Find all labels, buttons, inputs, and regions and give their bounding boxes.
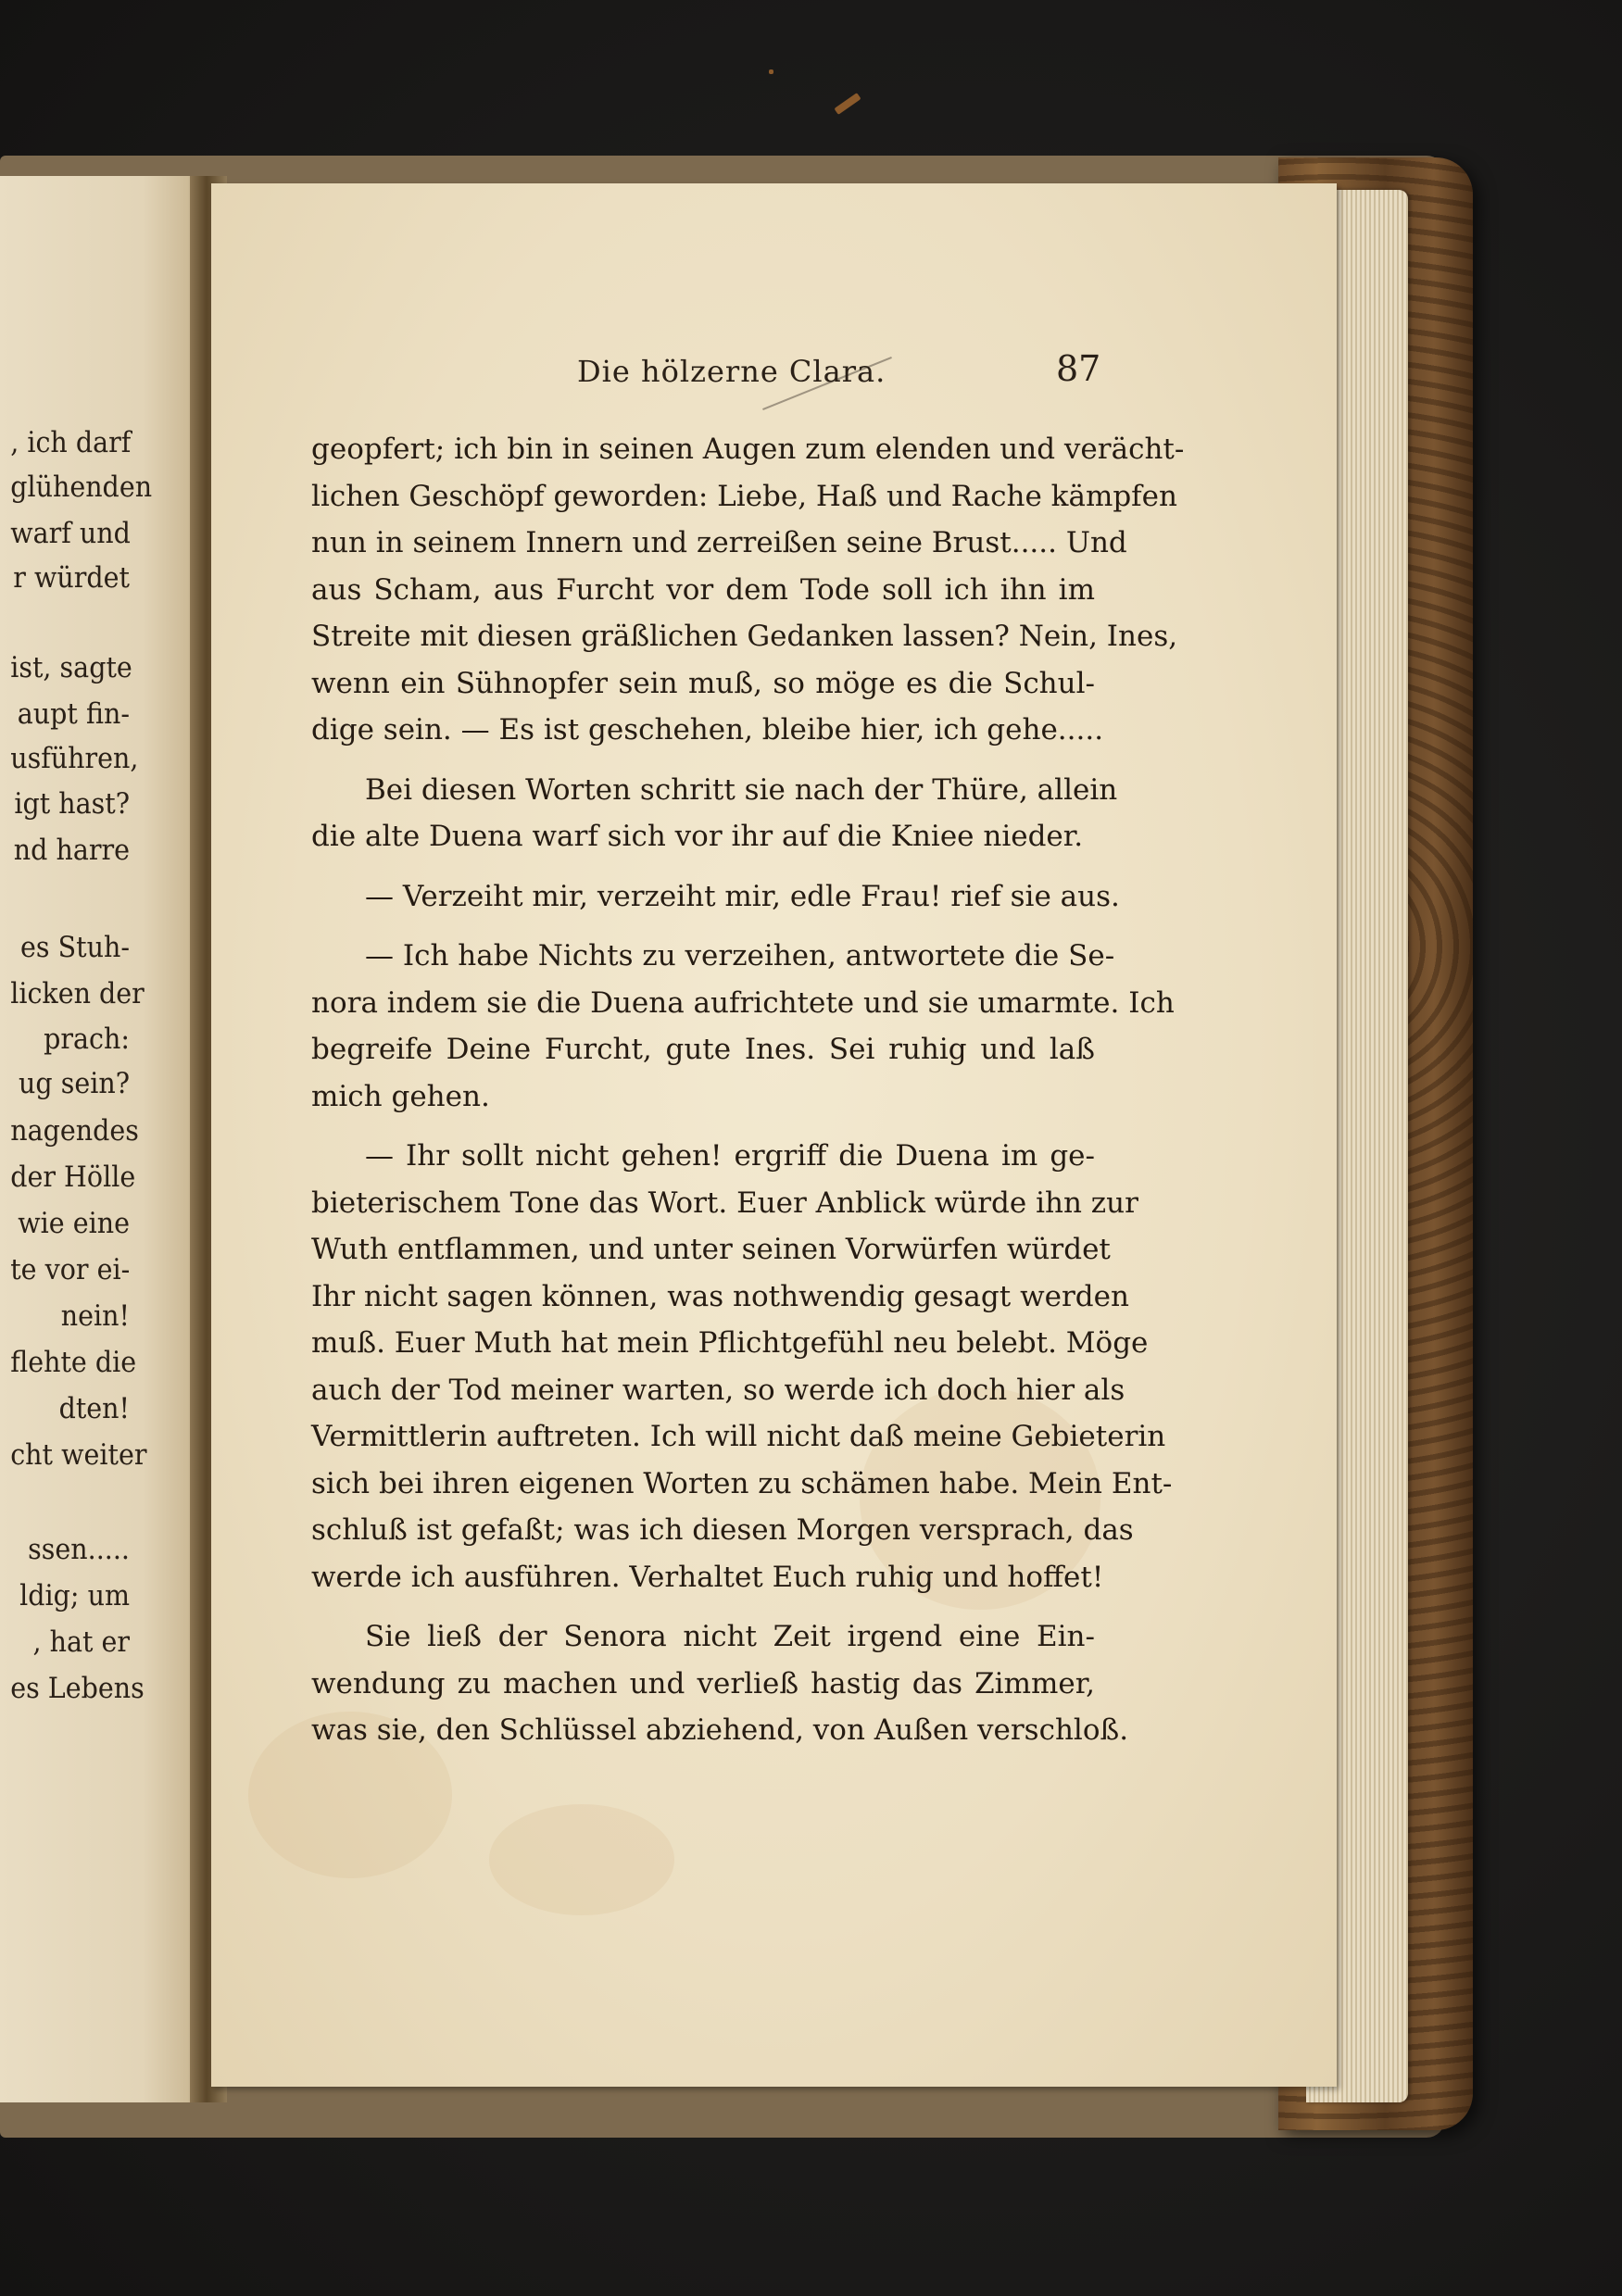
left-page-line: aupt fin- [17,697,130,731]
paragraph [311,1613,1129,1754]
left-page-line: nagendes [10,1114,139,1148]
text-line: bieterischem Tone das Wort. Euer Anblick würde ihn zur [311,1186,1138,1220]
left-page-line: r würdet [13,561,131,595]
right-page [211,183,1337,2087]
text-line: nun in seinem Innern und zerreißen seine Brust..... Und [311,526,1127,559]
left-page-line: prach: [44,1023,130,1056]
left-page-line: es Stuh- [20,931,131,964]
left-page-line: cht weiter [10,1438,147,1472]
text-line: Wuth entflammen, und unter seinen Vorwürfen würdet [311,1233,1111,1266]
text-line: schluß ist gefaßt; was ich diesen Morgen versprach, das [311,1513,1134,1547]
text-line: — Verzeiht mir, verzeiht mir, edle Frau! rief sie aus. [365,879,1120,913]
left-page-line: glühenden [10,470,153,504]
text-line: Vermittlerin auftreten. Ich will nicht daß meine Gebieterin [311,1420,1166,1453]
text-line: mich gehen. [311,1079,490,1113]
text-line: begreife Deine Furcht, gute Ines. Sei ruhig und laß [311,1033,1095,1066]
running-title: Die hölzerne Clara. [577,354,886,389]
text-line: werde ich ausführen. Verhaltet Euch ruhig und hoffet! [311,1560,1104,1594]
left-page-line: ist, sagte [10,651,132,684]
left-page-line: dten! [58,1392,130,1425]
left-page-line: warf und [10,517,131,550]
paragraph [311,426,1185,754]
left-page-line: flehte die [10,1346,137,1379]
left-page-line: igt hast? [14,787,130,821]
text-line: — Ich habe Nichts zu verzeihen, antwortete die Se- [365,939,1115,972]
text-line: was sie, den Schlüssel abziehend, von Außen verschloß. [311,1713,1129,1747]
paragraph [311,767,1118,860]
text-line: lichen Geschöpf geworden: Liebe, Haß und Rache kämpfen [311,479,1177,513]
left-page-line: es Lebens [10,1672,145,1705]
text-line: Streite mit diesen gräßlichen Gedanken lassen? Nein, Ines, [311,620,1178,653]
text-line: nora indem sie die Duena aufrichtete und sie umarmte. Ich [311,985,1175,1020]
text-line: aus Scham, aus Furcht vor dem Tode soll ich ihn im [311,572,1095,607]
left-page-line: wie eine [18,1207,130,1240]
page-header [211,348,1337,404]
paragraph [311,933,1175,1120]
dust-speck [769,69,773,74]
left-page-line: te vor ei- [10,1253,131,1286]
text-line: sich bei ihren eigenen Worten zu schämen habe. Mein Ent- [311,1466,1173,1500]
text-line: geopfert; ich bin in seinen Augen zum elenden und verächt- [311,433,1185,466]
left-page-line: , ich darf [10,426,132,459]
text-line: Bei diesen Worten schritt sie nach der Thüre, allein [365,772,1118,807]
left-page-line: usführen, [10,742,139,775]
left-page-line: der Hölle [10,1161,136,1194]
text-line: wenn ein Sühnopfer sein muß, so möge es die Schul- [311,666,1095,700]
text-line: die alte Duena warf sich vor ihr auf die Kniee nieder. [311,820,1084,853]
paragraph [311,1133,1173,1600]
text-line: Sie ließ der Senora nicht Zeit irgend eine Ein- [365,1620,1095,1653]
text-line: Ihr nicht sagen können, was nothwendig gesagt werden [311,1279,1129,1313]
page-number: 87 [1056,348,1101,389]
left-page-line: nein! [60,1299,130,1333]
left-page-line: ssen..... [28,1533,130,1566]
left-page-line: licken der [10,977,145,1010]
text-line: wendung zu machen und verließ hastig das Zimmer, [311,1666,1095,1700]
left-page-line: ug sein? [19,1067,130,1100]
text-block [311,426,1185,1754]
paper-stain [489,1804,674,1915]
left-page-line: nd harre [13,834,130,867]
text-line: — Ihr sollt nicht gehen! ergriff die Duena im ge- [365,1139,1095,1173]
paragraph [311,873,1120,921]
text-line: auch der Tod meiner warten, so werde ich doch hier als [311,1373,1125,1407]
text-line: muß. Euer Muth hat mein Pflichtgefühl neu belebt. Möge [311,1326,1149,1360]
left-page-line: ldig; um [19,1579,130,1612]
left-page [0,176,204,2102]
text-line: dige sein. — Es ist geschehen, bleibe hier, ich gehe..... [311,713,1104,747]
left-page-line: , hat er [32,1625,130,1659]
